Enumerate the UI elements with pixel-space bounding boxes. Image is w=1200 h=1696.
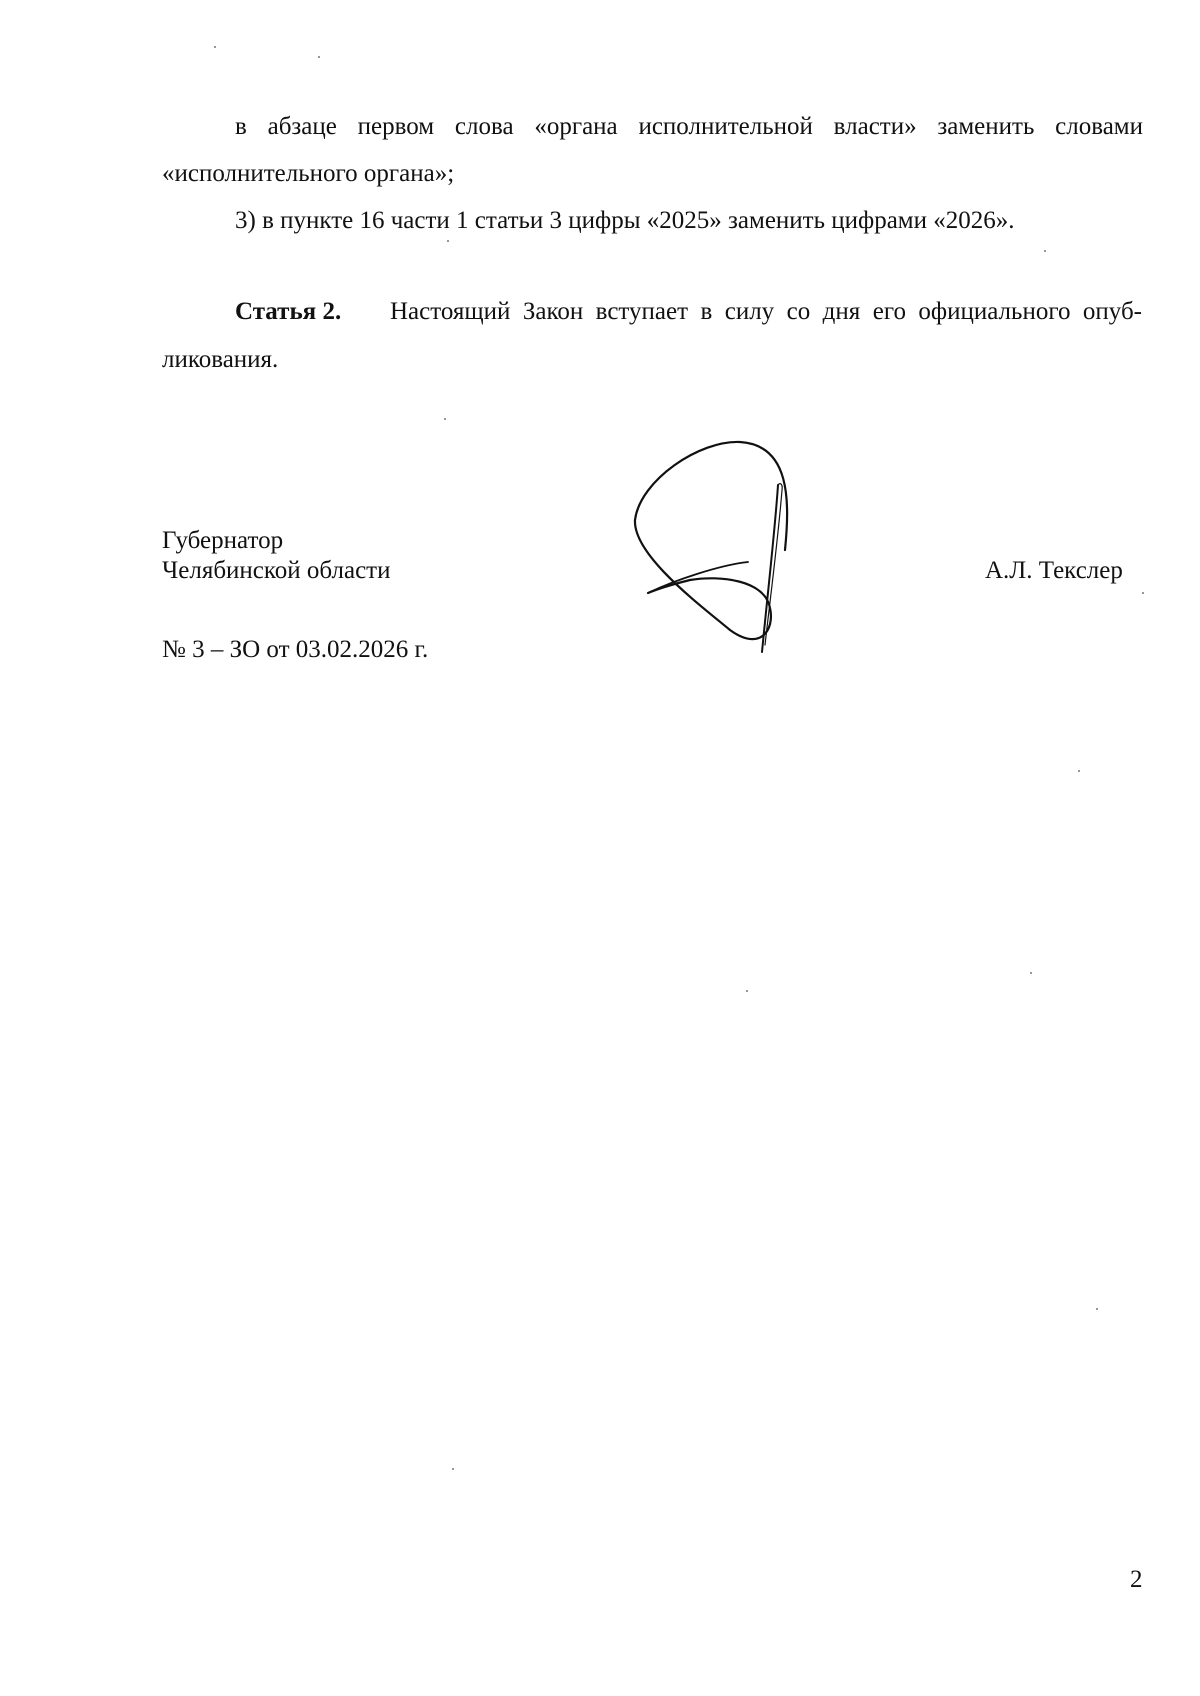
article-text-line: ликования. bbox=[162, 346, 279, 373]
scan-speck bbox=[1078, 770, 1080, 772]
page-number: 2 bbox=[1130, 1566, 1143, 1593]
scan-speck bbox=[447, 240, 449, 242]
scan-speck bbox=[746, 990, 748, 992]
scan-speck bbox=[452, 1468, 454, 1470]
article-label: Статья 2. bbox=[235, 298, 342, 325]
scan-speck bbox=[1142, 592, 1144, 594]
paragraph-line: в абзаце первом слова «органа исполнительной власти» заменить словами bbox=[235, 113, 1143, 140]
scan-speck bbox=[1044, 250, 1046, 252]
scan-speck bbox=[1096, 1308, 1098, 1310]
governor-title-line: Губернатор bbox=[162, 527, 284, 554]
governor-title-line: Челябинской области bbox=[162, 557, 391, 584]
scan-speck bbox=[444, 418, 446, 420]
signature-image bbox=[630, 430, 850, 660]
paragraph-line: «исполнительного органа»; bbox=[162, 160, 455, 187]
paragraph-line: 3) в пункте 16 части 1 статьи 3 цифры «2025» заменить цифрами «2026». bbox=[235, 207, 1015, 234]
article-text-line: Настоящий Закон вступает в силу со дня его официального опуб- bbox=[390, 298, 1142, 325]
scan-speck bbox=[214, 46, 216, 48]
law-number: № 3 – ЗО от 03.02.2026 г. bbox=[162, 636, 429, 663]
scan-speck bbox=[318, 56, 320, 58]
scan-speck bbox=[1030, 972, 1032, 974]
governor-name: А.Л. Текслер bbox=[985, 557, 1123, 584]
